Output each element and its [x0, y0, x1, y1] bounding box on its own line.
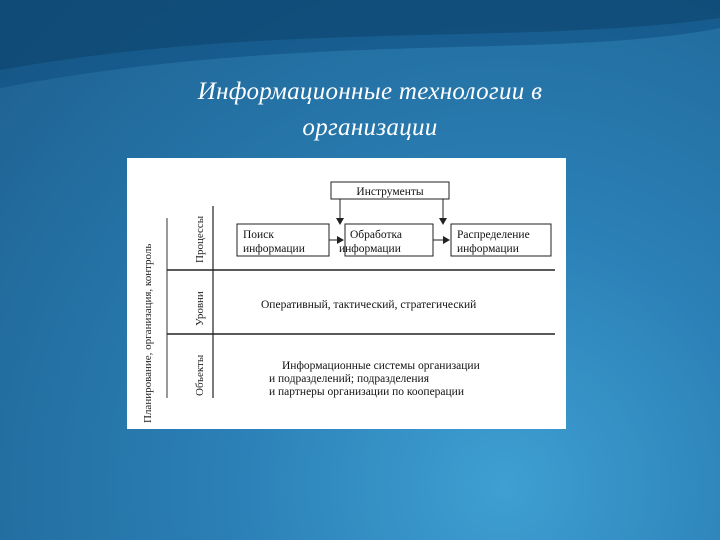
- arrow-processing-distribution: [443, 236, 450, 244]
- diagram-canvas: [127, 158, 566, 429]
- objects-line-2: и подразделений; подразделения: [269, 373, 429, 385]
- title-line-1: Информационные технологии в: [197, 78, 543, 105]
- process-search-line1: Поиск: [243, 229, 274, 241]
- objects-line-1: Информационные системы организации: [282, 360, 480, 372]
- title-line-2: организации: [302, 114, 438, 141]
- process-search-line2: информации: [243, 243, 305, 255]
- it-diagram: [127, 158, 566, 429]
- row-label-levels: Уровни: [194, 291, 206, 326]
- slide-title: [80, 74, 660, 146]
- arrow-tools-distribution: [439, 218, 447, 225]
- process-processing-line2: информации: [339, 243, 401, 255]
- process-distribution-line2: информации: [457, 243, 519, 255]
- process-distribution-line1: Распределение: [457, 229, 530, 241]
- arrow-tools-processing: [336, 218, 344, 225]
- objects-line-3: и партнеры организации по кооперации: [269, 386, 464, 398]
- levels-text: Оперативный, тактический, стратегический: [261, 299, 477, 311]
- row-label-objects: Объекты: [194, 354, 206, 396]
- left-label: Планирование, организация, контроль: [142, 243, 154, 423]
- process-processing-line1: Обработка: [350, 229, 403, 241]
- tools-label: Инструменты: [356, 186, 424, 198]
- row-label-processes: Процессы: [194, 215, 206, 263]
